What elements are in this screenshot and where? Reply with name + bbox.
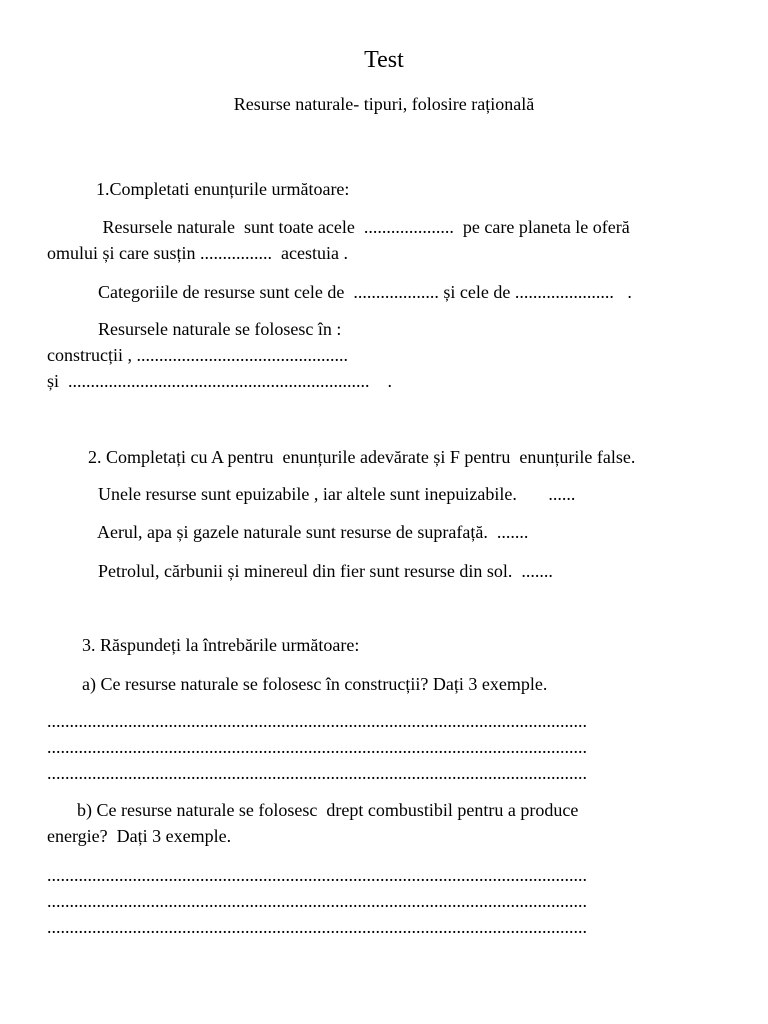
section1-sentence-line3: Categoriile de resurse sunt cele de ................... și cele de ...................... . bbox=[98, 282, 632, 302]
section1-heading: 1.Completati enunțurile următoare: bbox=[96, 179, 350, 199]
section2-item-3: Petrolul, cărbunii și minereul din fier sunt resurse din sol. ....... bbox=[98, 561, 553, 581]
answer-line-a1: ........................................................................................................................ bbox=[47, 711, 587, 731]
section1-sentence-line4: Resursele naturale se folosesc în : bbox=[98, 319, 342, 339]
section2-item-1: Unele resurse sunt epuizabile , iar altele sunt inepuizabile. ...... bbox=[98, 484, 576, 504]
answer-line-b1: ........................................................................................................................ bbox=[47, 865, 587, 885]
section1-sentence-line1: Resursele naturale sunt toate acele .................... pe care planeta le oferă bbox=[98, 217, 630, 237]
section3-heading: 3. Răspundeți la întrebările următoare: bbox=[82, 635, 360, 655]
page-title: Test bbox=[364, 47, 404, 73]
question-a: a) Ce resurse naturale se folosesc în construcții? Dați 3 exemple. bbox=[82, 674, 548, 694]
section1-sentence-line6: și ................................................................... . bbox=[47, 371, 393, 391]
answer-line-b2: ........................................................................................................................ bbox=[47, 891, 587, 911]
section1-sentence-line2: omului și care susțin ................ acestuia . bbox=[47, 243, 348, 263]
section2-item-2: Aerul, apa și gazele naturale sunt resurse de suprafață. ....... bbox=[97, 522, 529, 542]
answer-line-b3: ........................................................................................................................ bbox=[47, 917, 587, 937]
answer-line-a3: ........................................................................................................................ bbox=[47, 763, 587, 783]
section2-heading: 2. Completați cu A pentru enunțurile adevărate și F pentru enunțurile false. bbox=[88, 447, 636, 467]
page-subtitle: Resurse naturale- tipuri, folosire rațională bbox=[233, 94, 535, 114]
section1-sentence-line5: construcții , ............................................... bbox=[47, 345, 348, 365]
answer-line-a2: ........................................................................................................................ bbox=[47, 737, 587, 757]
question-b-line2: energie? Dați 3 exemple. bbox=[47, 826, 232, 846]
question-b-line1: b) Ce resurse naturale se folosesc drept combustibil pentru a produce bbox=[77, 800, 579, 820]
